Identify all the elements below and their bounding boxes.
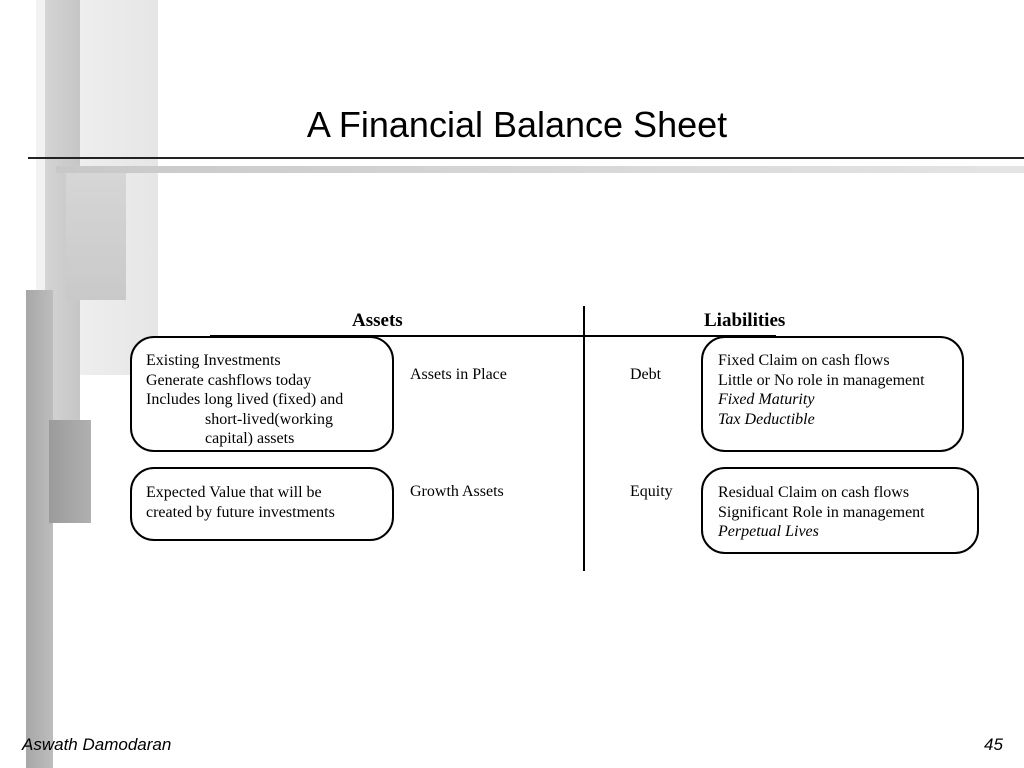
description-line: Residual Claim on cash flows <box>718 484 910 501</box>
description-line: Expected Value that will be <box>146 484 322 501</box>
liabilities-header: Liabilities <box>704 310 786 331</box>
description-line: Perpetual Lives <box>718 523 819 541</box>
equity-label: Equity <box>630 483 673 500</box>
debt-label: Debt <box>630 366 662 383</box>
decor-bar-short <box>49 420 91 523</box>
footer-page-number: 45 <box>984 735 1003 754</box>
debt-description <box>718 351 925 429</box>
growth-assets-label: Growth Assets <box>410 483 504 500</box>
description-line: Significant Role in management <box>718 503 925 521</box>
title-shadow-bar <box>56 166 1024 173</box>
assets-in-place-description <box>146 351 343 449</box>
description-line: capital) assets <box>205 430 295 448</box>
description-line: Little or No role in management <box>718 371 925 389</box>
title-rule <box>28 157 1024 159</box>
description-line: created by future investments <box>146 503 335 521</box>
description-line: Includes long lived (fixed) and <box>146 391 344 409</box>
footer-author: Aswath Damodaran <box>22 735 172 754</box>
description-line: Generate cashflows today <box>146 371 312 389</box>
assets-liabilities-divider <box>583 306 585 571</box>
decor-bar-tall <box>26 290 53 768</box>
description-line: short-lived(working <box>205 410 333 428</box>
description-line: Fixed Claim on cash flows <box>718 352 890 369</box>
description-line: Existing Investments <box>146 352 281 369</box>
equity-description <box>718 483 925 542</box>
assets-header: Assets <box>352 310 403 331</box>
description-line: Fixed Maturity <box>718 391 815 409</box>
assets-in-place-label: Assets in Place <box>410 366 507 383</box>
description-line: Tax Deductible <box>718 410 815 428</box>
decor-bar-block <box>66 172 126 300</box>
growth-assets-description <box>146 483 335 522</box>
slide-title: A Financial Balance Sheet <box>306 104 728 145</box>
